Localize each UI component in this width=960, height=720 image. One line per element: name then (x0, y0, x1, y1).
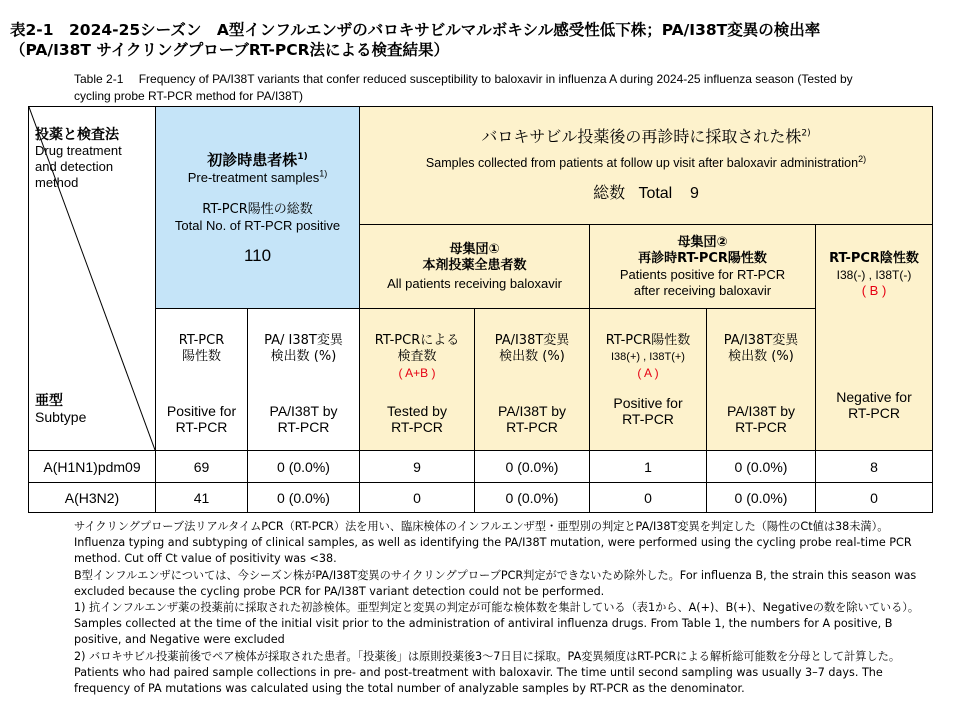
table-row (29, 451, 933, 483)
header-corner-cell (29, 107, 156, 451)
rtpcr-negative-header: RT-PCR陰性数 I38(-) , I38T(-) ( B ) Negative for RT-PCR (816, 225, 933, 451)
value-cell: 0 (0.0%) (248, 451, 360, 483)
population-1-header: 母集団① 本剤投薬全患者数 All patients receiving baloxavir (360, 225, 590, 309)
value-cell: 0 (0.0%) (248, 483, 360, 513)
value-cell: 0 (816, 483, 933, 513)
post-treatment-header: バロキサビル投薬後の再診時に採取された株$^{2)}$ Samples collected from patients at follow up visit after baloxavir administration$^{2)}$ 総数 Total 9 (360, 107, 933, 225)
value-cell: 1 (590, 451, 707, 483)
subheader-rtpcr-positive-post: RT-PCR陽性数 I38(+) , I38T(+) ( A ) Positive for RT-PCR (590, 309, 707, 451)
subtype-cell: A(H3N2) (29, 483, 156, 513)
title-line-1: 表2-1 2024-25シーズン A型インフルエンザのバロキサビルマルボキシル感受性低下株；PA/I38T変異の検出率 (10, 21, 821, 39)
table-row (29, 483, 933, 513)
value-cell: 9 (360, 451, 475, 483)
subtype-header-label: 亜型 Subtype (35, 393, 87, 425)
value-cell: 8 (816, 451, 933, 483)
population-2-header: 母集団② 再診時RT-PCR陽性数 Patients positive for RT-PCR after receiving baloxavir (590, 225, 816, 309)
subtype-cell: A(H1N1)pdm09 (29, 451, 156, 483)
table-title (10, 20, 950, 60)
rtpcr-total-value: 110 (243, 245, 272, 265)
results-table (28, 106, 933, 513)
footnote-method: サイクリングプローブ法リアルタイムPCR（RT-PCR）法を用い、臨床検体のインフルエンザ型・亜型別の判定とPA/I38T変異を判定した（陽性のCt値は38未満）。Influenza typing and subtyping of clinical samples, as well as identifying the PA/I38T mutation, were performed using the cycling probe real-time PCR method. Cut off Ct value of positivity was <38. (74, 520, 912, 566)
value-cell: 0 (0.0%) (475, 451, 590, 483)
value-cell: 0 (0.0%) (707, 451, 816, 483)
drug-method-label: 投薬と検査法 Drug treatment and detection method (35, 127, 122, 190)
subheader-pa-i38t-pop2: PA/I38T変異 検出数 (%) PA/I38T by RT-PCR (707, 309, 816, 451)
title-line-2: （PA/I38T サイクリングプローブRT-PCR法による検査結果） (10, 41, 450, 59)
pre-treatment-header: 初診時患者株$^{1)}$ Pre-treatment samples$^{1)}$ RT-PCR陽性の総数 Total No. of RT-PCR positive 110 (156, 107, 360, 309)
footnote-1: 1) 抗インフルエンザ薬の投薬前に採取された初診検体。亜型判定と変異の判定が可能な検体数を集計している（表1から、A(+)、B(+)、Negativeの数を除いている）。 Samples collected at the time of the initial visit prior to the administration of antiviral influenza drugs. From Table 1, the numbers for A positive, B positive, and Negative were excluded (74, 601, 920, 647)
value-cell: 41 (156, 483, 248, 513)
footnotes (74, 519, 934, 697)
subheader-tested: RT-PCRによる 検査数 ( A+B ) Tested by RT-PCR (360, 309, 475, 451)
total-value: 9 (690, 185, 699, 202)
footnote-2: 2) バロキサビル投薬前後でペア検体が採取された患者。「投薬後」は原則投薬後3～7日目に採取。PA変異頻度はRT-PCRによる解析総可能数を分母として計算した。Patients who had paired sample collections in pre- and post-treatment with baloxavir. The time until second sampling was usually 3–7 days. The frequency of PA mutations was calculated using the total number of analyzable samples by RT-PCR as the denominator. (74, 649, 901, 696)
value-cell: 0 (590, 483, 707, 513)
value-cell: 69 (156, 451, 248, 483)
subheader-pa-i38t-pre: PA/ I38T変異 検出数 (%) PA/I38T by RT-PCR (248, 309, 360, 451)
value-cell: 0 (360, 483, 475, 513)
subheader-rtpcr-positive: RT-PCR 陽性数 Positive for RT-PCR (156, 309, 248, 451)
value-cell: 0 (0.0%) (707, 483, 816, 513)
english-caption: Table 2-1 Frequency of PA/I38T variants that confer reduced susceptibility to baloxavir in influenza A during 2024-25 influenza season (Tested by cycling probe RT-PCR method for PA/I38T) (74, 72, 853, 103)
subheader-pa-i38t-pop1: PA/I38T変異 検出数 (%) PA/I38T by RT-PCR (475, 309, 590, 451)
footnote-influenza-b: B型インフルエンザについては、今シーズン株がPA/I38T変異のサイクリングプローブPCR判定ができないため除外した。For influenza B, the strain this season was excluded because the cycling probe PCR for PA/I38T variant detection could not be performed. (74, 568, 917, 598)
value-cell: 0 (0.0%) (475, 483, 590, 513)
